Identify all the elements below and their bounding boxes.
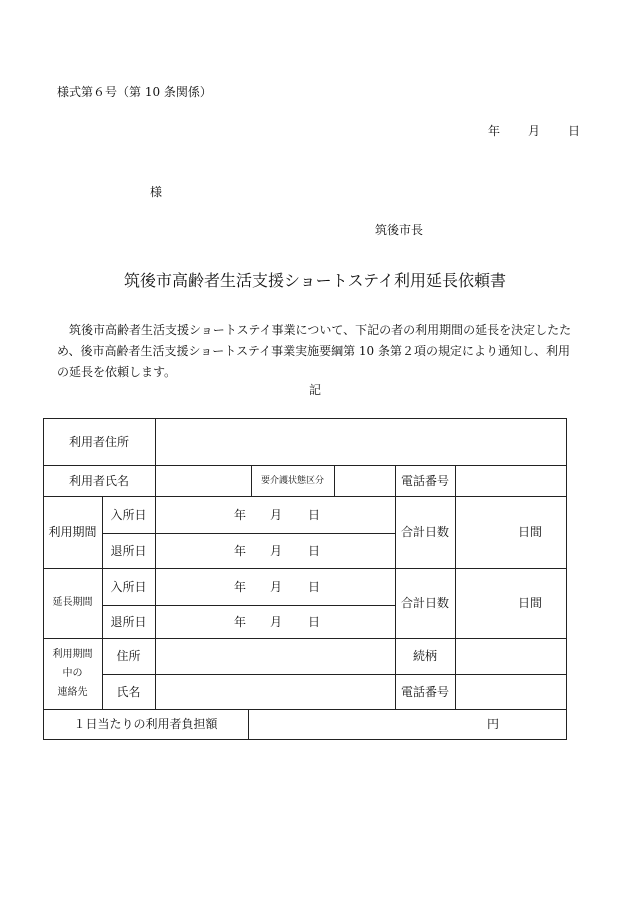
- usage-discharge-date[interactable]: [234, 542, 320, 559]
- contact-name-label: 氏名: [116, 684, 141, 699]
- care-level-field[interactable]: [335, 466, 395, 496]
- usage-discharge-label: 退所日: [110, 543, 147, 558]
- user-address-field[interactable]: [156, 419, 565, 465]
- sender: 筑後市長: [375, 223, 424, 237]
- contact-address-field[interactable]: [156, 639, 395, 674]
- extension-discharge-month: 月: [270, 615, 283, 629]
- issue-date: [488, 122, 580, 139]
- extension-admission-year: 年: [234, 580, 247, 594]
- extension-discharge-label: 退所日: [110, 614, 147, 629]
- user-address-label: 利用者住所: [68, 434, 129, 449]
- usage-discharge-year: 年: [234, 544, 247, 558]
- form-number: 様式第６号（第 10 条関係）: [57, 85, 212, 99]
- contact-phone-field[interactable]: [456, 675, 566, 709]
- extension-discharge-date[interactable]: [234, 613, 320, 630]
- relationship-label: 続柄: [412, 649, 437, 663]
- daily-burden-label: １日当たりの利用者負担額: [73, 717, 218, 731]
- table-line: [43, 739, 567, 740]
- phone-field[interactable]: [456, 466, 566, 496]
- extension-admission-month: 月: [270, 580, 283, 594]
- usage-admission-day: 日: [308, 508, 321, 522]
- usage-total-days-label: 合計日数: [400, 525, 449, 539]
- usage-admission-month: 月: [270, 508, 283, 522]
- extension-admission-day: 日: [308, 580, 321, 594]
- phone-label: 電話番号: [400, 473, 449, 488]
- contact-label: [43, 638, 102, 709]
- relationship-field[interactable]: [456, 639, 566, 674]
- contact-label-line-1: 利用期間: [52, 649, 93, 660]
- user-name-field[interactable]: [156, 466, 251, 496]
- contact-label-line-3: 連絡先: [57, 687, 88, 698]
- date-year: 年: [488, 124, 501, 138]
- extension-discharge-year: 年: [234, 615, 247, 629]
- daily-burden-field[interactable]: [249, 710, 566, 739]
- usage-admission-date[interactable]: [234, 506, 320, 523]
- date-month: 月: [528, 124, 541, 138]
- date-day: 日: [568, 124, 581, 138]
- document-title: 筑後市高齢者生活支援ショートステイ利用延長依頼書: [123, 271, 507, 290]
- body-text: 筑後市高齢者生活支援ショートステイ事業について、下記の者の利用期間の延長を決定したため、後市高齢者生活支援ショートステイ事業実施要綱第 10 条第２項の規定により通知し、利用の延長を依頼します。: [57, 323, 572, 379]
- extension-total-days-label: 合計日数: [400, 596, 449, 610]
- table-line: [566, 418, 567, 740]
- usage-discharge-day: 日: [308, 544, 321, 558]
- care-level-label: 要介護状態区分: [260, 475, 324, 486]
- usage-admission-label: 入所日: [110, 507, 147, 522]
- form-table: [43, 418, 566, 740]
- contact-phone-label: 電話番号: [400, 684, 449, 699]
- extension-total-days-unit: 日間: [517, 596, 542, 610]
- usage-admission-year: 年: [234, 508, 247, 522]
- usage-total-days-unit: 日間: [517, 525, 542, 539]
- usage-period-label: 利用期間: [48, 525, 97, 539]
- extension-period-label: 延長期間: [52, 597, 93, 608]
- extension-admission-date[interactable]: [234, 578, 320, 595]
- addressee-suffix: 様: [150, 185, 163, 199]
- contact-address-label: 住所: [116, 649, 141, 663]
- contact-label-line-2: 中の: [62, 668, 83, 679]
- user-name-label: 利用者氏名: [68, 473, 129, 488]
- contact-name-field[interactable]: [156, 675, 395, 709]
- usage-discharge-month: 月: [270, 544, 283, 558]
- yen-unit: 円: [486, 717, 499, 731]
- extension-discharge-day: 日: [308, 615, 321, 629]
- extension-admission-label: 入所日: [110, 579, 147, 594]
- ki-label: 記: [308, 383, 321, 397]
